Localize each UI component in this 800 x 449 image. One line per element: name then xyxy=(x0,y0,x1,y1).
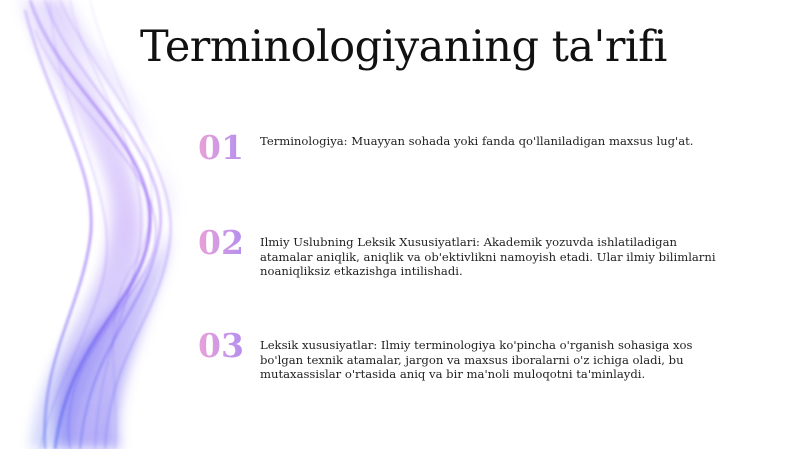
item-text: Ilmiy Uslubning Leksik Xususiyatlari: Akademik yozuvda ishlatiladigan atamalar aniqlik, aniqlik va ob'ektivlikni namoyish etadi. Ular ilmiy bilimlarni noaniqliksiz etkazishga intilishadi. xyxy=(260,235,716,278)
item-number: 01 xyxy=(198,128,244,167)
slide-title: Terminologiyaning ta'rifi xyxy=(140,22,667,72)
item-number: 03 xyxy=(198,326,244,365)
item-text: Leksik xususiyatlar: Ilmiy terminologiya ko'pincha o'rganish sohasiga xos bo'lgan texnik atamalar, jargon va maxsus iboralarni o'z ichiga oladi, bu mutaxassislar o'rtasida aniq va bir ma'noli muloqotni ta'minlaydi. xyxy=(260,338,693,381)
item-text: Terminologiya: Muayyan sohada yoki fanda qo'llaniladigan maxsus lug'at. xyxy=(260,134,694,148)
item-number: 02 xyxy=(198,223,244,262)
